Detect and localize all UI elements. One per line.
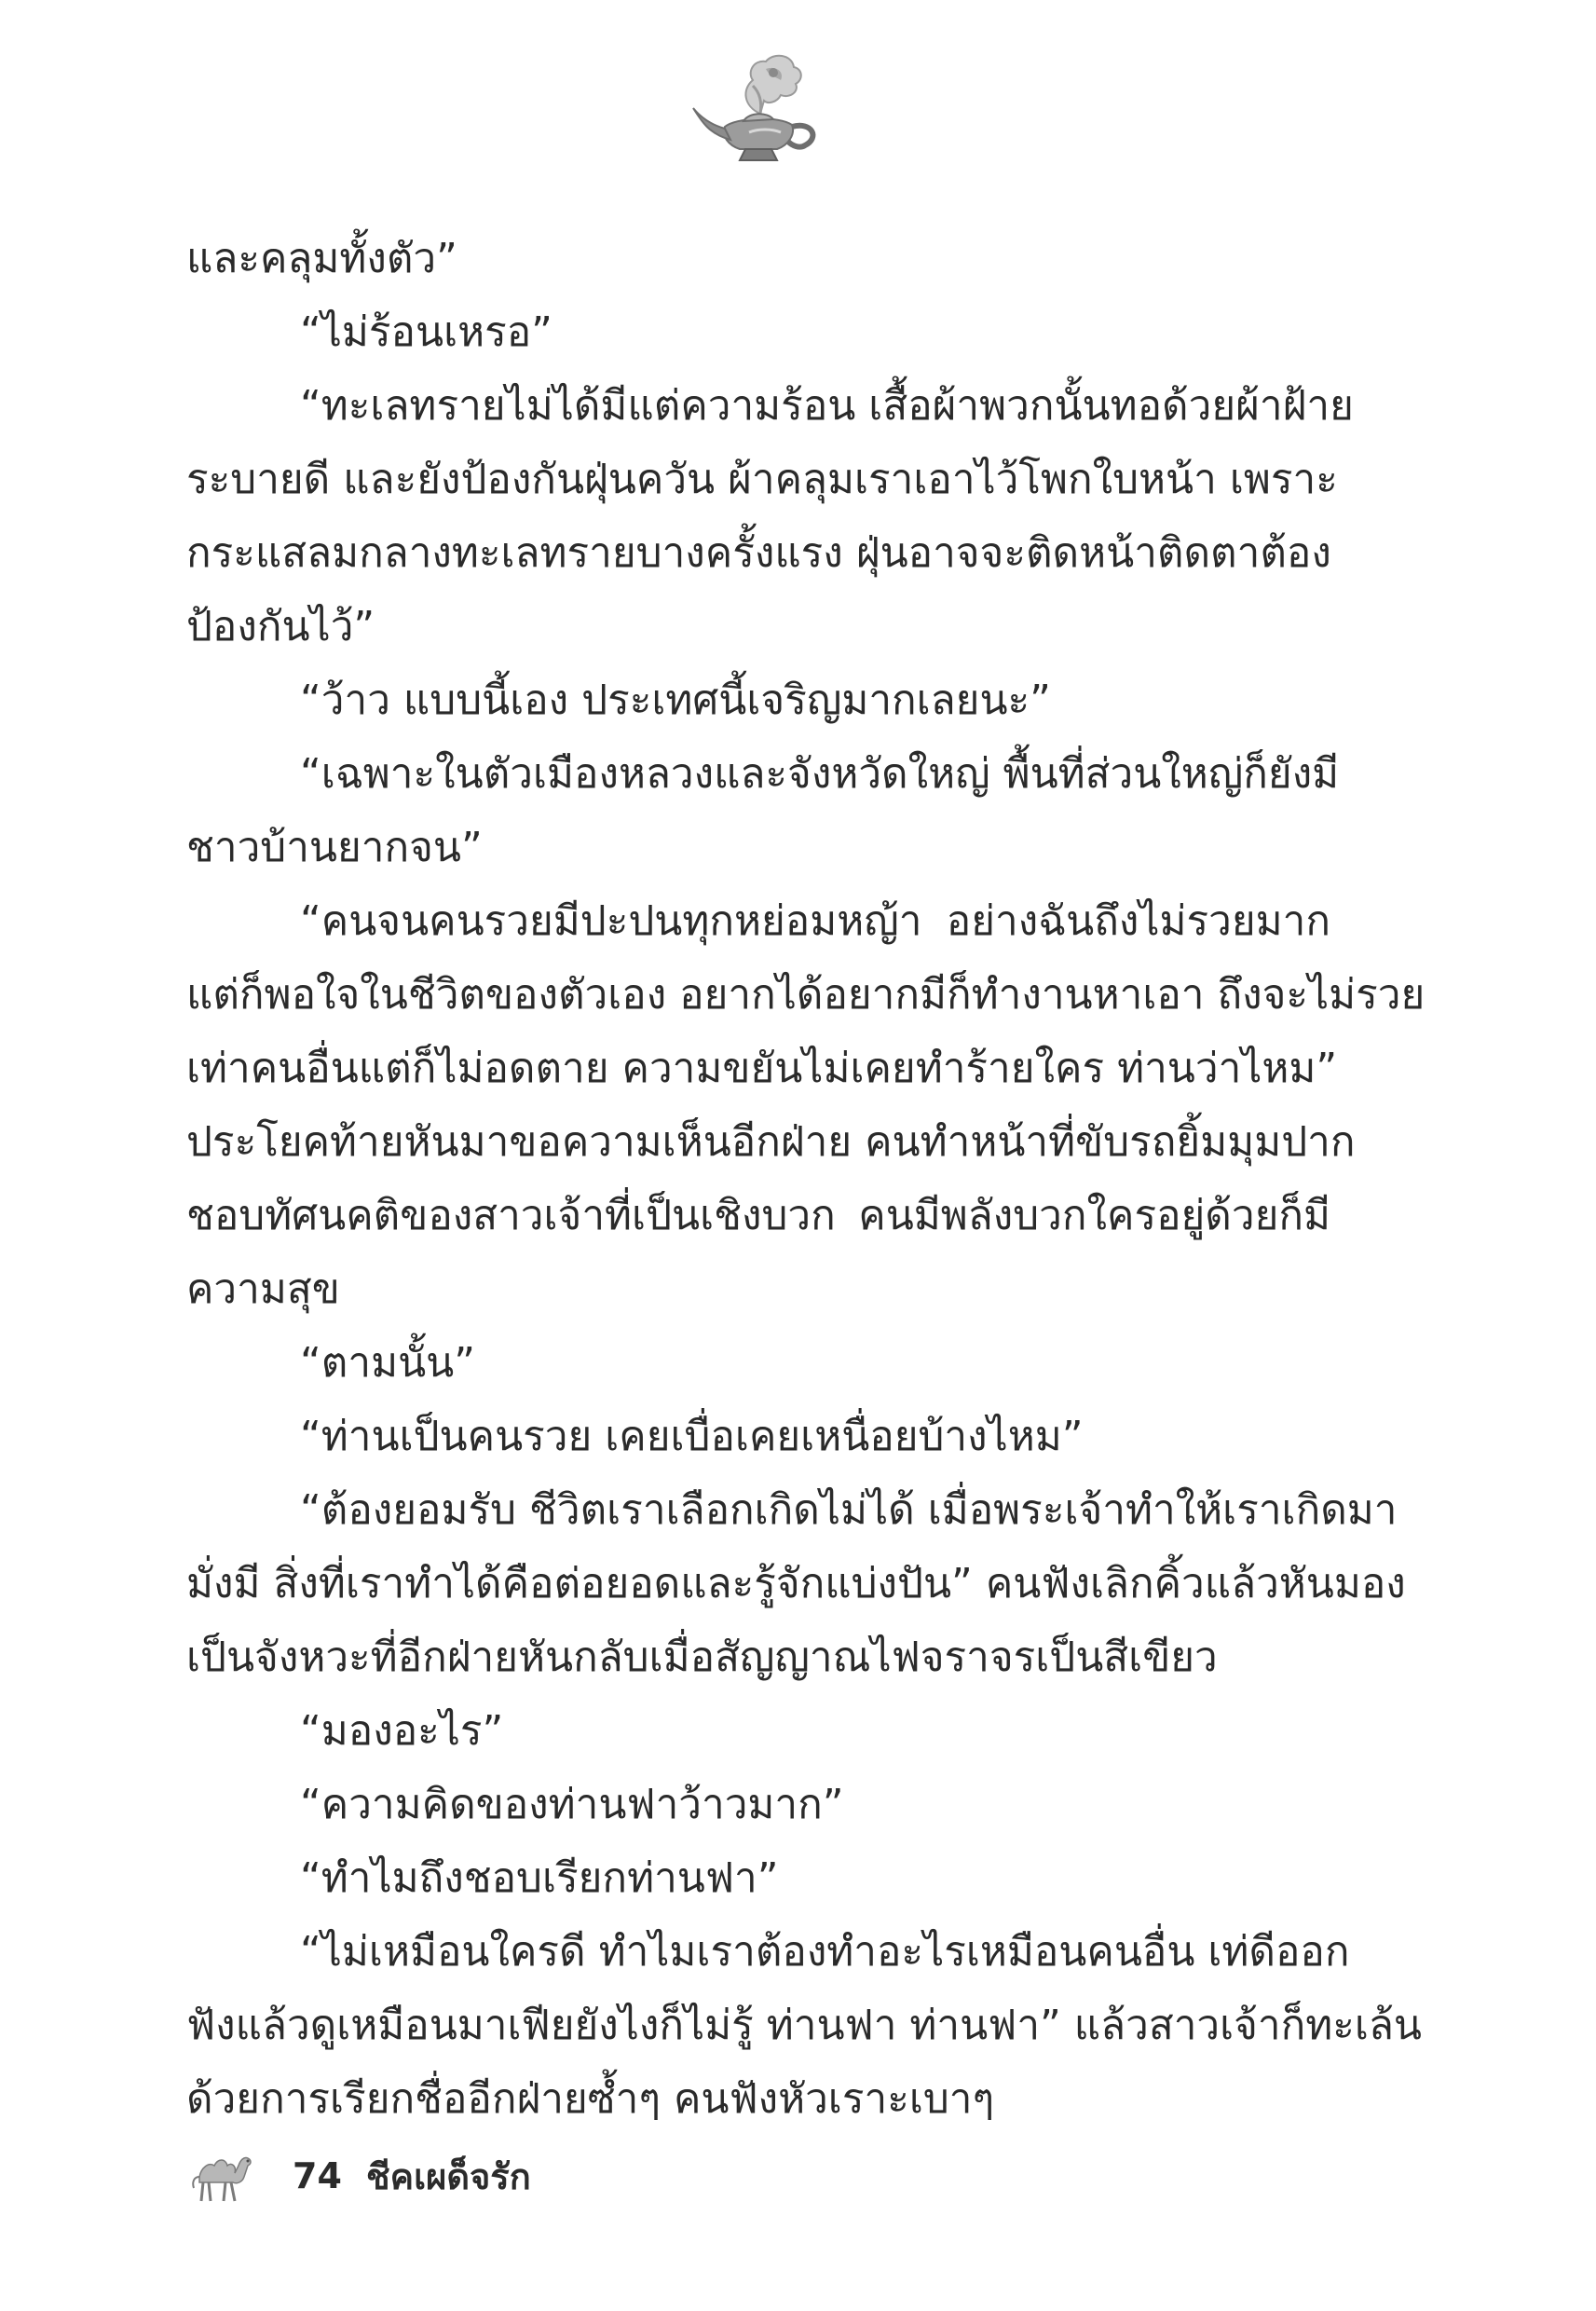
text-line: ประโยคท้ายหันมาขอความเห็นอีกฝ่าย คนทำหน้าที่ขับรถยิ้มมุมปาก	[186, 1118, 1356, 1166]
text-line: “เฉพาะในตัวเมืองหลวงและจังหวัดใหญ่ พื้นที่ส่วนใหญ่ก็ยังมี	[300, 750, 1340, 798]
text-line: ความสุข	[186, 1265, 340, 1313]
genie-lamp-icon	[688, 48, 827, 170]
camel-icon	[186, 2149, 255, 2203]
text-line: แต่ก็พอใจในชีวิตของตัวเอง อยากได้อยากมีก็ทำงานหาเอา ถึงจะไม่รวย	[186, 971, 1425, 1019]
body-text	[186, 222, 1425, 2136]
text-line: “ท่านเป็นคนรวย เคยเบื่อเคยเหนื่อยบ้างไหม”	[300, 1413, 1084, 1460]
text-line: “ทะเลทรายไม่ได้มีแต่ความร้อน เสื้อผ้าพวกนั้นทอด้วยผ้าฝ้าย	[300, 382, 1354, 430]
text-line: มั่งมี สิ่งที่เราทำได้คือต่อยอดและรู้จักแบ่งปัน” คนฟังเลิกคิ้วแล้วหันมอง	[186, 1560, 1406, 1607]
text-line: “ทำไมถึงชอบเรียกท่านฟา”	[300, 1854, 779, 1902]
text-line: ชาวบ้านยากจน”	[186, 824, 483, 871]
text-line: “ตามนั้น”	[300, 1339, 476, 1387]
text-line: “ไม่ร้อนเหรอ”	[300, 308, 552, 356]
text-line: เท่าคนอื่นแต่ก็ไม่อดตาย ความขยันไม่เคยทำร้ายใคร ท่านว่าไหม”	[186, 1045, 1338, 1092]
text-line: กระแสลมกลางทะเลทรายบางครั้งแรง ฝุ่นอาจจะติดหน้าติดตาต้อง	[186, 529, 1331, 577]
page-number: 74	[293, 2155, 342, 2196]
text-line: ด้วยการเรียกชื่ออีกฝ่ายซ้ำๆ คนฟังหัวเราะเบาๆ	[186, 2075, 995, 2123]
text-line: ป้องกันไว้”	[186, 603, 375, 650]
text-line: เป็นจังหวะที่อีกฝ่ายหันกลับเมื่อสัญญาณไฟจราจรเป็นสีเขียว	[186, 1634, 1218, 1681]
book-title: ชีคเผด็จรัก	[365, 2155, 531, 2197]
text-line: “มองอะไร”	[300, 1707, 504, 1755]
text-line: ระบายดี และยังป้องกันฝุ่นควัน ผ้าคลุมเราเอาไว้โพกใบหน้า เพราะ	[186, 456, 1338, 503]
text-line: “คนจนคนรวยมีปะปนทุกหย่อมหญ้า อย่างฉันถึงไม่รวยมาก	[300, 897, 1330, 945]
page-footer	[186, 2143, 531, 2208]
text-line: “ความคิดของท่านฟาว้าวมาก”	[300, 1781, 844, 1828]
text-line: “ว้าว แบบนี้เอง ประเทศนี้เจริญมากเลยนะ”	[300, 677, 1051, 724]
text-line: ชอบทัศนคติของสาวเจ้าที่เป็นเชิงบวก คนมีพลังบวกใครอยู่ด้วยก็มี	[186, 1192, 1330, 1239]
text-line: “ไม่เหมือนใครดี ทำไมเราต้องทำอะไรเหมือนคนอื่น เท่ดีออก	[300, 1928, 1350, 1976]
text-line: และคลุมทั้งตัว”	[186, 235, 457, 282]
text-line: “ต้องยอมรับ ชีวิตเราเลือกเกิดไม่ได้ เมื่อพระเจ้าทำให้เราเกิดมา	[300, 1486, 1398, 1534]
text-line: ฟังแล้วดูเหมือนมาเฟียยังไงก็ไม่รู้ ท่านฟา ท่านฟา” แล้วสาวเจ้าก็ทะเล้น	[186, 2002, 1422, 2049]
